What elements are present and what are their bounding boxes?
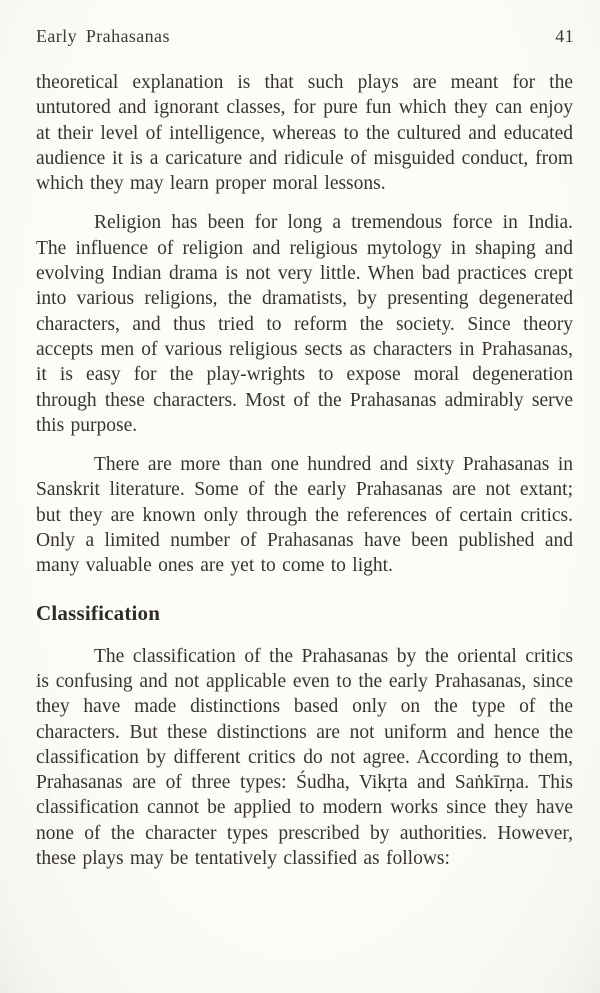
running-header — [36, 26, 574, 47]
paragraph-classification-discussion: The classification of the Prahasanas by the oriental critics is confusing and not applicable even to the early Prahasanas, since they have made distinctions based only on the type of the characters. But these distinctions are not uniform and hence the classification by different critics do not agree. According to them, Prahasanas are of three types: Śudha, Vikṛta and Saṅkīrṇa. This classification cannot be applied to modern works since they have none of the character types prescribed by authorities. However, these plays may be tentatively classified as follows: — [36, 645, 573, 870]
paragraph-number-of-prahasanas: There are more than one hundred and sixty Prahasanas in Sanskrit literature. Some of the early Prahasanas are not extant; but they are known only through the references of certain critics. Only a limited number of Prahasanas have been published and many valuable ones are yet to come to light. — [36, 454, 573, 577]
section-heading-classification: Classification — [36, 600, 161, 625]
paragraph-theoretical-explanation: theoretical explanation is that such plays are meant for the untutored and ignorant classes, for pure fun which they can enjoy at their level of intelligence, whereas to the cultured and educated audience it is a caricature and ridicule of misguided conduct, from which they may learn proper moral lessons. — [36, 72, 573, 195]
page-number: 41 — [555, 26, 574, 46]
running-title: Early Prahasanas — [36, 26, 170, 46]
page-body — [36, 70, 573, 871]
paragraph-religion-force: Religion has been for long a tremendous force in India. The influence of religion and religious mytology in shaping and evolving Indian drama is not very little. When bad practices crept into various religions, the dramatists, by presenting degenerated characters, and thus tried to reform the society. Since theory accepts men of various religious sects as characters in Prahasanas, it is easy for the play-wrights to expose moral degeneration through these characters. Most of the Prahasanas admirably serve this purpose. — [36, 212, 573, 436]
